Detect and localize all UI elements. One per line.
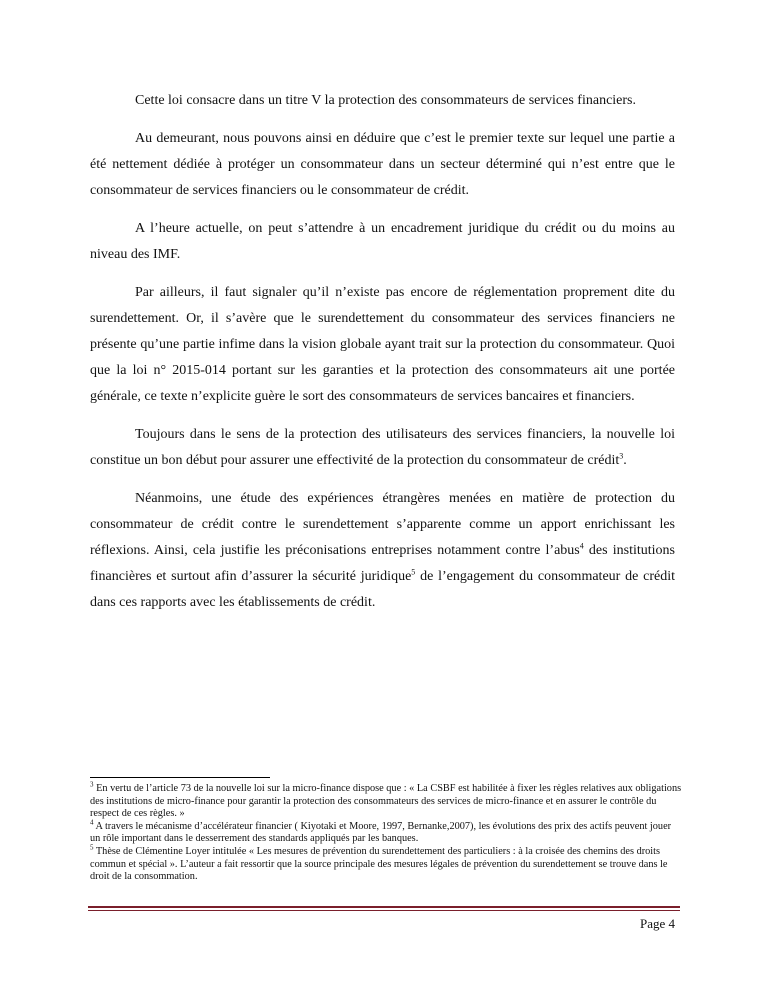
footnote-text: En vertu de l’article 73 de la nouvelle loi sur la micro-finance dispose que : « La CSBF est habilitée à fixer les règles relatives aux obligations des institutions de micro-finance pour garantir la protection des consommateurs des services de micro-finance et en assurer le contrôle du respect de ces règles. » bbox=[90, 783, 682, 820]
footnote-separator bbox=[90, 777, 270, 778]
paragraph-3: A l’heure actuelle, on peut s’attendre à un encadrement juridique du crédit ou du moins au niveau des IMF. bbox=[90, 221, 675, 262]
body-text bbox=[90, 88, 675, 628]
footer-rule-thick bbox=[88, 906, 680, 908]
footnotes bbox=[90, 780, 682, 884]
paragraph-4: Par ailleurs, il faut signaler qu’il n’existe pas encore de réglementation proprement dite du surendettement. Or, il s’avère que le surendettement du consommateur des services financiers ne présente qu’une partie infime dans la vision globale ayant trait sur la protection du consommateur. Quoi que la loi n° 2015-014 portant sur les garanties et la protection des consommateurs ait une portée générale, ce texte n’explicite guère le sort des consommateurs de services bancaires et financiers. bbox=[90, 285, 675, 404]
footnote-3 bbox=[90, 780, 682, 821]
paragraph-2: Au demeurant, nous pouvons ainsi en déduire que c’est le premier texte sur lequel une partie a été nettement dédiée à protéger un consommateur dans un secteur déterminé qui n’est entre que le consommateur de services financiers ou le consommateur de crédit. bbox=[90, 131, 675, 198]
footnote-number: 3 bbox=[90, 780, 94, 789]
paragraph-6: Néanmoins, une étude des expériences étrangères menées en matière de protection du consommateur de crédit contre le surendettement s’apparente comme un apport enrichissant les réflexions. Ainsi, cela justifie les préconisations entreprises notamment contre l’abus$^4$ des institutions financières et surtout afin d’assurer la sécurité juridique$^5$ de l’engagement du consommateur de crédit dans ces rapports avec les établissements de crédit. bbox=[90, 491, 676, 610]
footer-rule-thin bbox=[88, 910, 680, 911]
footnote-4 bbox=[90, 818, 682, 846]
footnote-text: A travers le mécanisme d’accélérateur financier ( Kiyotaki et Moore, 1997, Bernanke,2007), les évolutions des prix des actifs peuvent jouer un rôle important dans le desserrement des standards appliqués par les banques. bbox=[90, 820, 672, 845]
footnote-text: Thèse de Clémentine Loyer intitulée « Les mesures de prévention du surendettement des particuliers : à la croisée des chemins des droits commun et spécial ». L’auteur a fait ressortir que la source principale des mesures légales de prévention du surendettement se trouve dans le droit de la consommation. bbox=[90, 845, 668, 883]
paragraph-1: Cette loi consacre dans un titre V la protection des consommateurs de services financiers. bbox=[135, 93, 636, 108]
footnote-ref-5[interactable]: 5 bbox=[411, 567, 416, 577]
footnote-5 bbox=[90, 843, 682, 884]
footnote-number: 5 bbox=[90, 843, 94, 852]
footnote-number: 4 bbox=[90, 818, 94, 827]
page-number: Page 4 bbox=[639, 916, 675, 931]
footnote-ref-3[interactable]: 3 bbox=[619, 451, 624, 461]
footnote-ref-4[interactable]: 4 bbox=[579, 541, 584, 551]
paragraph-5: Toujours dans le sens de la protection des utilisateurs des services financiers, la nouvelle loi constitue un bon début pour assurer une effectivité de la protection du consommateur de crédit$^3$. bbox=[90, 427, 675, 468]
